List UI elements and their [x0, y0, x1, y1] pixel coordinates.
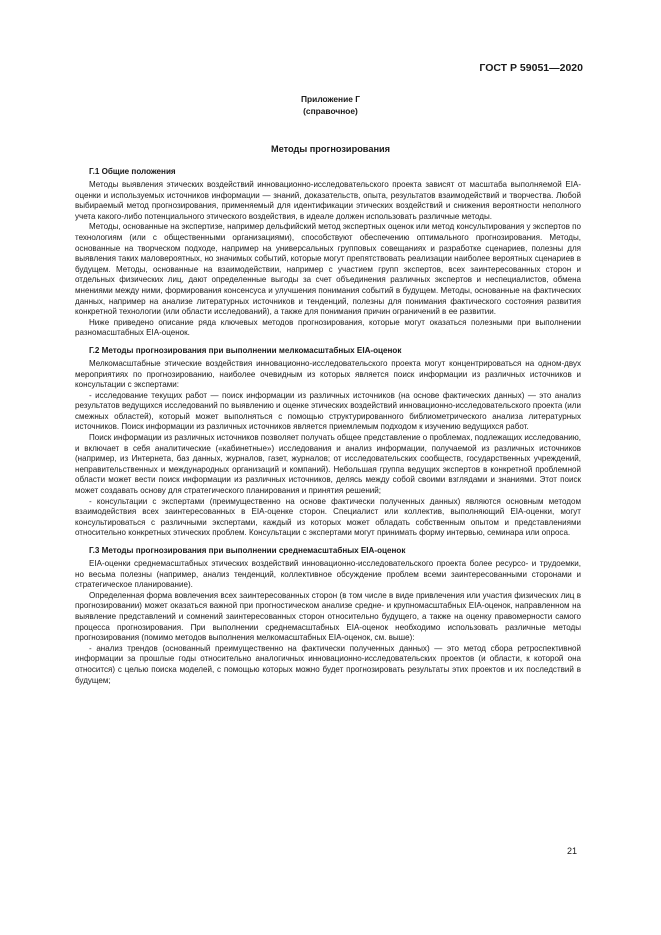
- paragraph: Методы, основанные на экспертизе, например дельфийский метод экспертных оценок или метод консультирования у экспертов по технологиям (или с общественными организациями), способствуют обеспечению оптимального прогнозирования. Методы, основанные на творческом подходе, например на универсальных групповых совещаниях и разработке сценариев, полезны для выявления таких маловероятных, но значимых событий, которые могут препятствовать реализации наиболее вероятных сценариев в будущем. Методы, основанные на взаимодействии, например с участием групп экспертов, всех заинтересованных сторон и отдельных физических лиц, дают определенные выгоды за счет объединения различных экспертов и неспециалистов, обмена мнениями между ними, формирования консенсуса и улучшения понимания событий в будущем. Методы, основанные на фактических данных, например на анализе литературных источников и тенденций, полезны для понимания фактического состояния развития конкретной технологии (или области исследований), а также для понимания причин ограничений в ее развитии.: [75, 222, 581, 317]
- list-item: - исследование текущих работ — поиск информации из различных источников (на основе фактических данных) — это анализ результатов ведущихся исследований по выявлению и оценке этических воздействий инновационно-исследовательского проекта (или смежных областей), который может выполняться с помощью структурированного библиометрического анализа литературных источников. Поиск информации из различных источников является приемлемым подходом к изучению ведущихся работ.: [75, 390, 581, 432]
- appendix-title: Приложение Г: [301, 94, 360, 104]
- paragraph: EIA-оценки среднемасштабных этических воздействий инновационно-исследовательского проекта более ресурсо- и трудоемки, но весьма полезны (например, анализ тенденций, коллективное обсуждение проблем всеми заинтересованными сторонами и стратегическое планирование).: [75, 559, 581, 590]
- paragraph: Ниже приведено описание ряда ключевых методов прогнозирования, которые могут оказаться полезными при выполнении разномасштабных EIA-оценок.: [75, 317, 581, 338]
- paragraph: Мелкомасштабные этические воздействия инновационно-исследовательского проекта могут концентрироваться на одном-двух мероприятиях по прогнозированию, наиболее очевидным из которых является поиск информации из различных источников и консультации с экспертами:: [75, 358, 581, 390]
- section-heading: Г.2 Методы прогнозирования при выполнении мелкомасштабных EIA-оценок: [89, 345, 402, 355]
- paragraph: Методы выявления этических воздействий инновационно-исследовательского проекта зависят от масштаба выполняемой EIA-оценки и используемых источников информации — знаний, доказательств, опыта, результатов взаимодействий и творчества. Любой выбираемый метод прогнозирования, применяемый для идентификации этических воздействий и снижения вероятности неполного учета какого-либо потенциального этического воздействия, в идеале должен использовать различные методы.: [75, 180, 581, 221]
- list-item: - консультации с экспертами (преимущественно на основе фактически полученных данных) являются основным методом взаимодействия всех заинтересованных в EIA-оценке сторон. Специалист или коллектив, выполняющий EIA-оценки, могут консультироваться с различными экспертами, каждый из которых может обладать собственным опытом и представлениями относительно конкретных этических проблем. Консультации с экспертами могут принимать форму интервью, семинара или опроса.: [75, 496, 581, 538]
- section-heading: Г.3 Методы прогнозирования при выполнении среднемасштабных EIA-оценок: [89, 546, 406, 555]
- appendix-subtitle: (справочное): [303, 106, 358, 116]
- section-heading: Г.1 Общие положения: [89, 167, 176, 176]
- document-code: ГОСТ Р 59051—2020: [479, 62, 583, 74]
- page-number: 21: [566, 846, 577, 856]
- paragraph: Определенная форма вовлечения всех заинтересованных сторон (в том числе в виде привлечения или участия физических лиц в прогнозировании) может оказаться важной при прогностическом анализе средне- и крупномасштабных EIA-оценок, направленном на выявление представлений и сомнений заинтересованных сторон относительно будущего, а также на оценку правомерности самого процесса прогнозирования. При выполнении среднемасштабных EIA-оценок необходимо использовать различные методы прогнозирования (помимо методов выполнения мелкомасштабных EIA-оценок, см. выше):: [75, 590, 581, 643]
- document-body: [75, 166, 581, 686]
- list-item: - анализ трендов (основанный преимущественно на фактически полученных данных) — это метод сбора ретроспективной информации за прошлые годы относительно аналогичных инновационно-исследовательских проектов (и области, к которой она относится) с целью поиска моделей, с помощью которых можно будет прогнозировать результаты этих проектов и их последствий в будущем;: [75, 643, 581, 685]
- main-title: Методы прогнозирования: [270, 144, 390, 154]
- appendix-block: [0, 93, 661, 117]
- paragraph: Поиск информации из различных источников позволяет получать общее представление о проблемах, подлежащих исследованию, и включает в себя аналитические («кабинетные») исследования и анализ информации, получаемой из различных источников (например, из Интернета, баз данных, журналов, газет, журналов; от исследовательских сообществ, государственных учреждений, неправительственных и международных организаций и компаний). Небольшая группа ведущих экспертов в конкретной проблемной области может вести поиск информации из различных источников, делясь между собой своими взглядами и знаниями. Этот поиск может создавать основу для стратегического планирования и принятия решений;: [75, 433, 581, 496]
